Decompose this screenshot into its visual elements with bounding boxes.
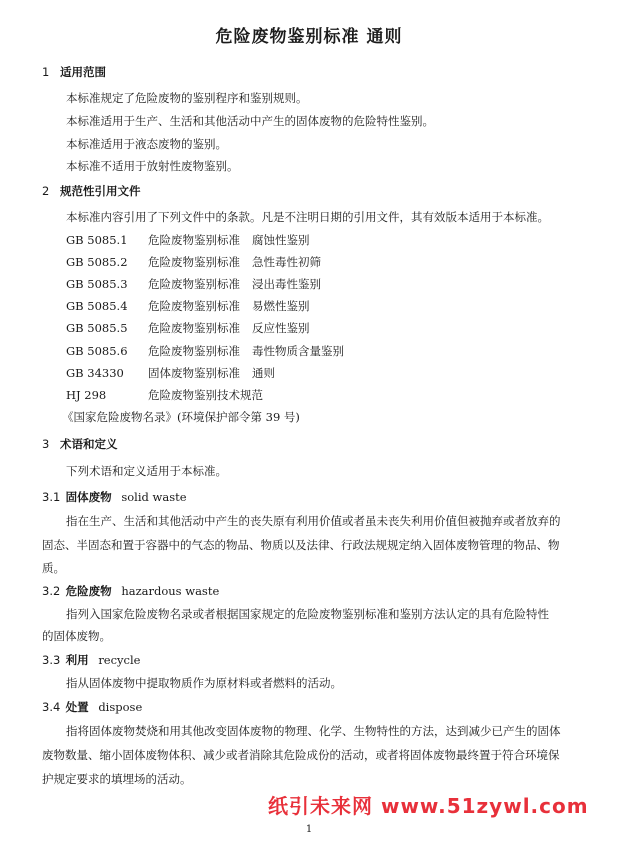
section-number: 1 — [42, 65, 50, 79]
reference-subtitle: 急性毒性初筛 — [252, 255, 321, 269]
paragraph: 指将固体废物焚烧和用其他改变固体废物的物理、化学、生物特性的方法，达到减少已产生的固体 — [66, 724, 561, 738]
reference-code: GB 34330 — [66, 366, 124, 380]
reference-row — [66, 232, 310, 248]
term-number: 3.2 — [42, 584, 61, 598]
paragraph: 废物数量、缩小固体废物体积、减少或者消除其危险成份的活动，或者将固体废物最终置于符合环境保 — [42, 748, 560, 762]
reference-name: 危险废物鉴别标准 — [148, 277, 240, 291]
paragraph: 指列入国家危险废物名录或者根据国家规定的危险废物鉴别标准和鉴别方法认定的具有危险特性 — [66, 607, 549, 621]
term-chinese: 危险废物 — [65, 584, 112, 598]
reference-row — [66, 365, 275, 381]
section-heading-text: 适用范围 — [60, 65, 107, 79]
reference-subtitle: 毒性物质含量鉴别 — [252, 344, 344, 358]
paragraph: 下列术语和定义适用于本标准。 — [66, 464, 227, 478]
catalog-reference: 《国家危险废物名录》(环境保护部令第 39 号) — [62, 410, 300, 424]
reference-code: GB 5085.5 — [66, 321, 128, 335]
reference-row — [66, 387, 263, 403]
document-title: 危险废物鉴别标准 通则 — [215, 27, 403, 47]
section-2-heading — [42, 183, 141, 199]
reference-subtitle: 腐蚀性鉴别 — [252, 233, 310, 247]
term-heading — [42, 699, 142, 715]
term-english: solid waste — [121, 490, 187, 504]
section-number: 2 — [42, 184, 50, 198]
reference-name: 危险废物鉴别标准 — [148, 255, 240, 269]
reference-row — [66, 343, 344, 359]
term-english: hazardous waste — [121, 584, 220, 598]
paragraph: 质。 — [42, 561, 65, 575]
reference-code: HJ 298 — [66, 388, 107, 402]
reference-code: GB 5085.2 — [66, 255, 128, 269]
reference-code: GB 5085.6 — [66, 344, 128, 358]
reference-row — [66, 254, 321, 270]
section-heading-text: 规范性引用文件 — [60, 184, 141, 198]
term-english: recycle — [98, 653, 141, 667]
site-watermark: 纸引未来网 www.51zywl.com — [268, 794, 589, 818]
reference-subtitle: 反应性鉴别 — [252, 321, 310, 335]
reference-name: 危险废物鉴别标准 — [148, 233, 240, 247]
term-heading — [42, 583, 219, 599]
term-chinese: 利用 — [65, 653, 89, 667]
reference-row — [66, 298, 310, 314]
term-number: 3.1 — [42, 490, 61, 504]
reference-subtitle: 浸出毒性鉴别 — [252, 277, 321, 291]
section-1-heading — [42, 64, 106, 80]
section-3-heading — [42, 436, 118, 452]
paragraph: 本标准规定了危险废物的鉴别程序和鉴别规则。 — [66, 91, 308, 105]
section-heading-text: 术语和定义 — [60, 437, 118, 451]
reference-name: 危险废物鉴别技术规范 — [148, 388, 263, 402]
reference-code: GB 5085.3 — [66, 277, 128, 291]
paragraph: 的固体废物。 — [42, 629, 111, 643]
reference-code: GB 5085.4 — [66, 299, 128, 313]
term-number: 3.4 — [42, 700, 61, 714]
section-number: 3 — [42, 437, 50, 451]
paragraph: 本标准不适用于放射性废物鉴别。 — [66, 159, 239, 173]
reference-name: 危险废物鉴别标准 — [148, 321, 240, 335]
paragraph: 固态、半固态和置于容器中的气态的物品、物质以及法律、行政法规规定纳入固体废物管理的物品、物 — [42, 538, 560, 552]
page-number: 1 — [305, 824, 313, 835]
term-chinese: 处置 — [65, 700, 89, 714]
paragraph: 护规定要求的填埋场的活动。 — [42, 772, 192, 786]
reference-name: 危险废物鉴别标准 — [148, 299, 240, 313]
reference-row — [66, 320, 310, 336]
paragraph: 本标准内容引用了下列文件中的条款。凡是不注明日期的引用文件，其有效版本适用于本标准。 — [66, 210, 549, 224]
term-english: dispose — [98, 700, 143, 714]
paragraph: 本标准适用于生产、生活和其他活动中产生的固体废物的危险特性鉴别。 — [66, 114, 434, 128]
term-chinese: 固体废物 — [65, 490, 112, 504]
reference-name: 固体废物鉴别标准 — [148, 366, 240, 380]
reference-subtitle: 易燃性鉴别 — [252, 299, 310, 313]
reference-name: 危险废物鉴别标准 — [148, 344, 240, 358]
paragraph: 本标准适用于液态废物的鉴别。 — [66, 137, 227, 151]
term-heading — [42, 489, 187, 505]
reference-code: GB 5085.1 — [66, 233, 128, 247]
term-heading — [42, 652, 140, 668]
reference-row — [66, 276, 321, 292]
reference-subtitle: 通则 — [252, 366, 275, 380]
paragraph: 指在生产、生活和其他活动中产生的丧失原有利用价值或者虽未丧失利用价值但被抛弃或者放弃的 — [66, 514, 561, 528]
term-number: 3.3 — [42, 653, 61, 667]
paragraph: 指从固体废物中提取物质作为原材料或者燃料的活动。 — [66, 676, 342, 690]
